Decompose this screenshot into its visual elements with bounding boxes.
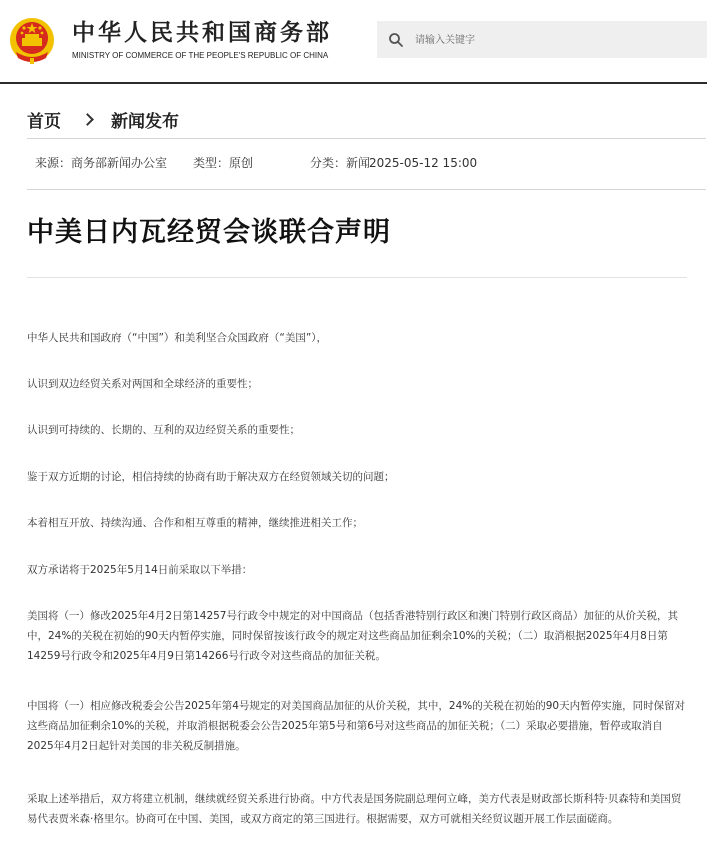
divider <box>27 189 706 190</box>
article-paragraph: 认识到双边经贸关系对两国和全球经济的重要性； <box>27 378 258 390</box>
article-paragraph: 鉴于双方近期的讨论，相信持续的协商有助于解决双方在经贸领域关切的问题； <box>27 471 395 483</box>
article-paragraph: 采取上述举措后，双方将建立机制，继续就经贸关系进行协商。中方代表是国务院副总理何立峰，美方代表是财政部长斯科特·贝森特和美国贸易代表贾米森·格里尔。协商可在中国、美国，或双方商定的第三国进行。根据需要，双方可就相关经贸议题开展工作层面磋商。 <box>27 793 682 825</box>
article-paragraph: 双方承诺将于2025年5月14日前采取以下举措： <box>27 564 253 576</box>
breadcrumb <box>27 107 179 131</box>
search-input[interactable] <box>415 30 695 50</box>
site-title[interactable]: 中华人民共和国商务部 <box>72 20 332 46</box>
article-paragraph: 中华人民共和国政府（“中国”）和美利坚合众国政府（“美国”）， <box>27 332 328 344</box>
article-paragraph: 美国将（一）修改2025年4月2日第14257号行政令中规定的对中国商品（包括香港特别行政区和澳门特别行政区商品）加征的从价关税，其中，24%的关税在初始的90天内暂停实施，同时保留按该行政令的规定对这些商品加征剩余10%的关税；（二）取消根据2025年4月8日第14259号行政令和2025年4月9日第14266号行政令对这些商品的加征关税。 <box>27 610 678 662</box>
meta-type: 类型：原创 <box>193 156 254 170</box>
national-emblem-icon[interactable] <box>8 14 56 64</box>
search-box[interactable] <box>377 21 707 58</box>
article-title: 中美日内瓦经贸会谈联合声明 <box>27 217 391 248</box>
meta-source: 来源：商务部新闻办公室 <box>35 156 168 170</box>
meta-category: 分类：新闻 <box>310 156 371 170</box>
meta-date: 2025-05-12 15:00 <box>369 156 478 170</box>
article-paragraph: 中国将（一）相应修改税委会公告2025年第4号规定的对美国商品加征的从价关税，其中，24%的关税在初始的90天内暂停实施，同时保留对这些商品加征剩余10%的关税，并取消根据税委会公告2025年第5号和第6号对这些商品的加征关税；（二）采取必要措施，暂停或取消自2025年4月2日起针对美国的非关税反制措施。 <box>27 700 686 752</box>
site-header <box>0 0 707 84</box>
divider <box>27 277 687 278</box>
site-subtitle: MINISTRY OF COMMERCE OF THE PEOPLE'S REPUBLIC OF CHINA <box>72 51 329 60</box>
divider <box>27 138 706 139</box>
article-paragraph: 本着相互开放、持续沟通、合作和相互尊重的精神，继续推进相关工作； <box>27 517 363 529</box>
search-icon[interactable] <box>388 32 404 48</box>
chevron-right-icon <box>81 113 94 126</box>
breadcrumb-home[interactable]: 首页 <box>27 111 61 132</box>
article-paragraph: 认识到可持续的、长期的、互利的双边经贸关系的重要性； <box>27 424 300 436</box>
breadcrumb-news[interactable]: 新闻发布 <box>111 111 179 132</box>
article-meta <box>35 154 477 172</box>
